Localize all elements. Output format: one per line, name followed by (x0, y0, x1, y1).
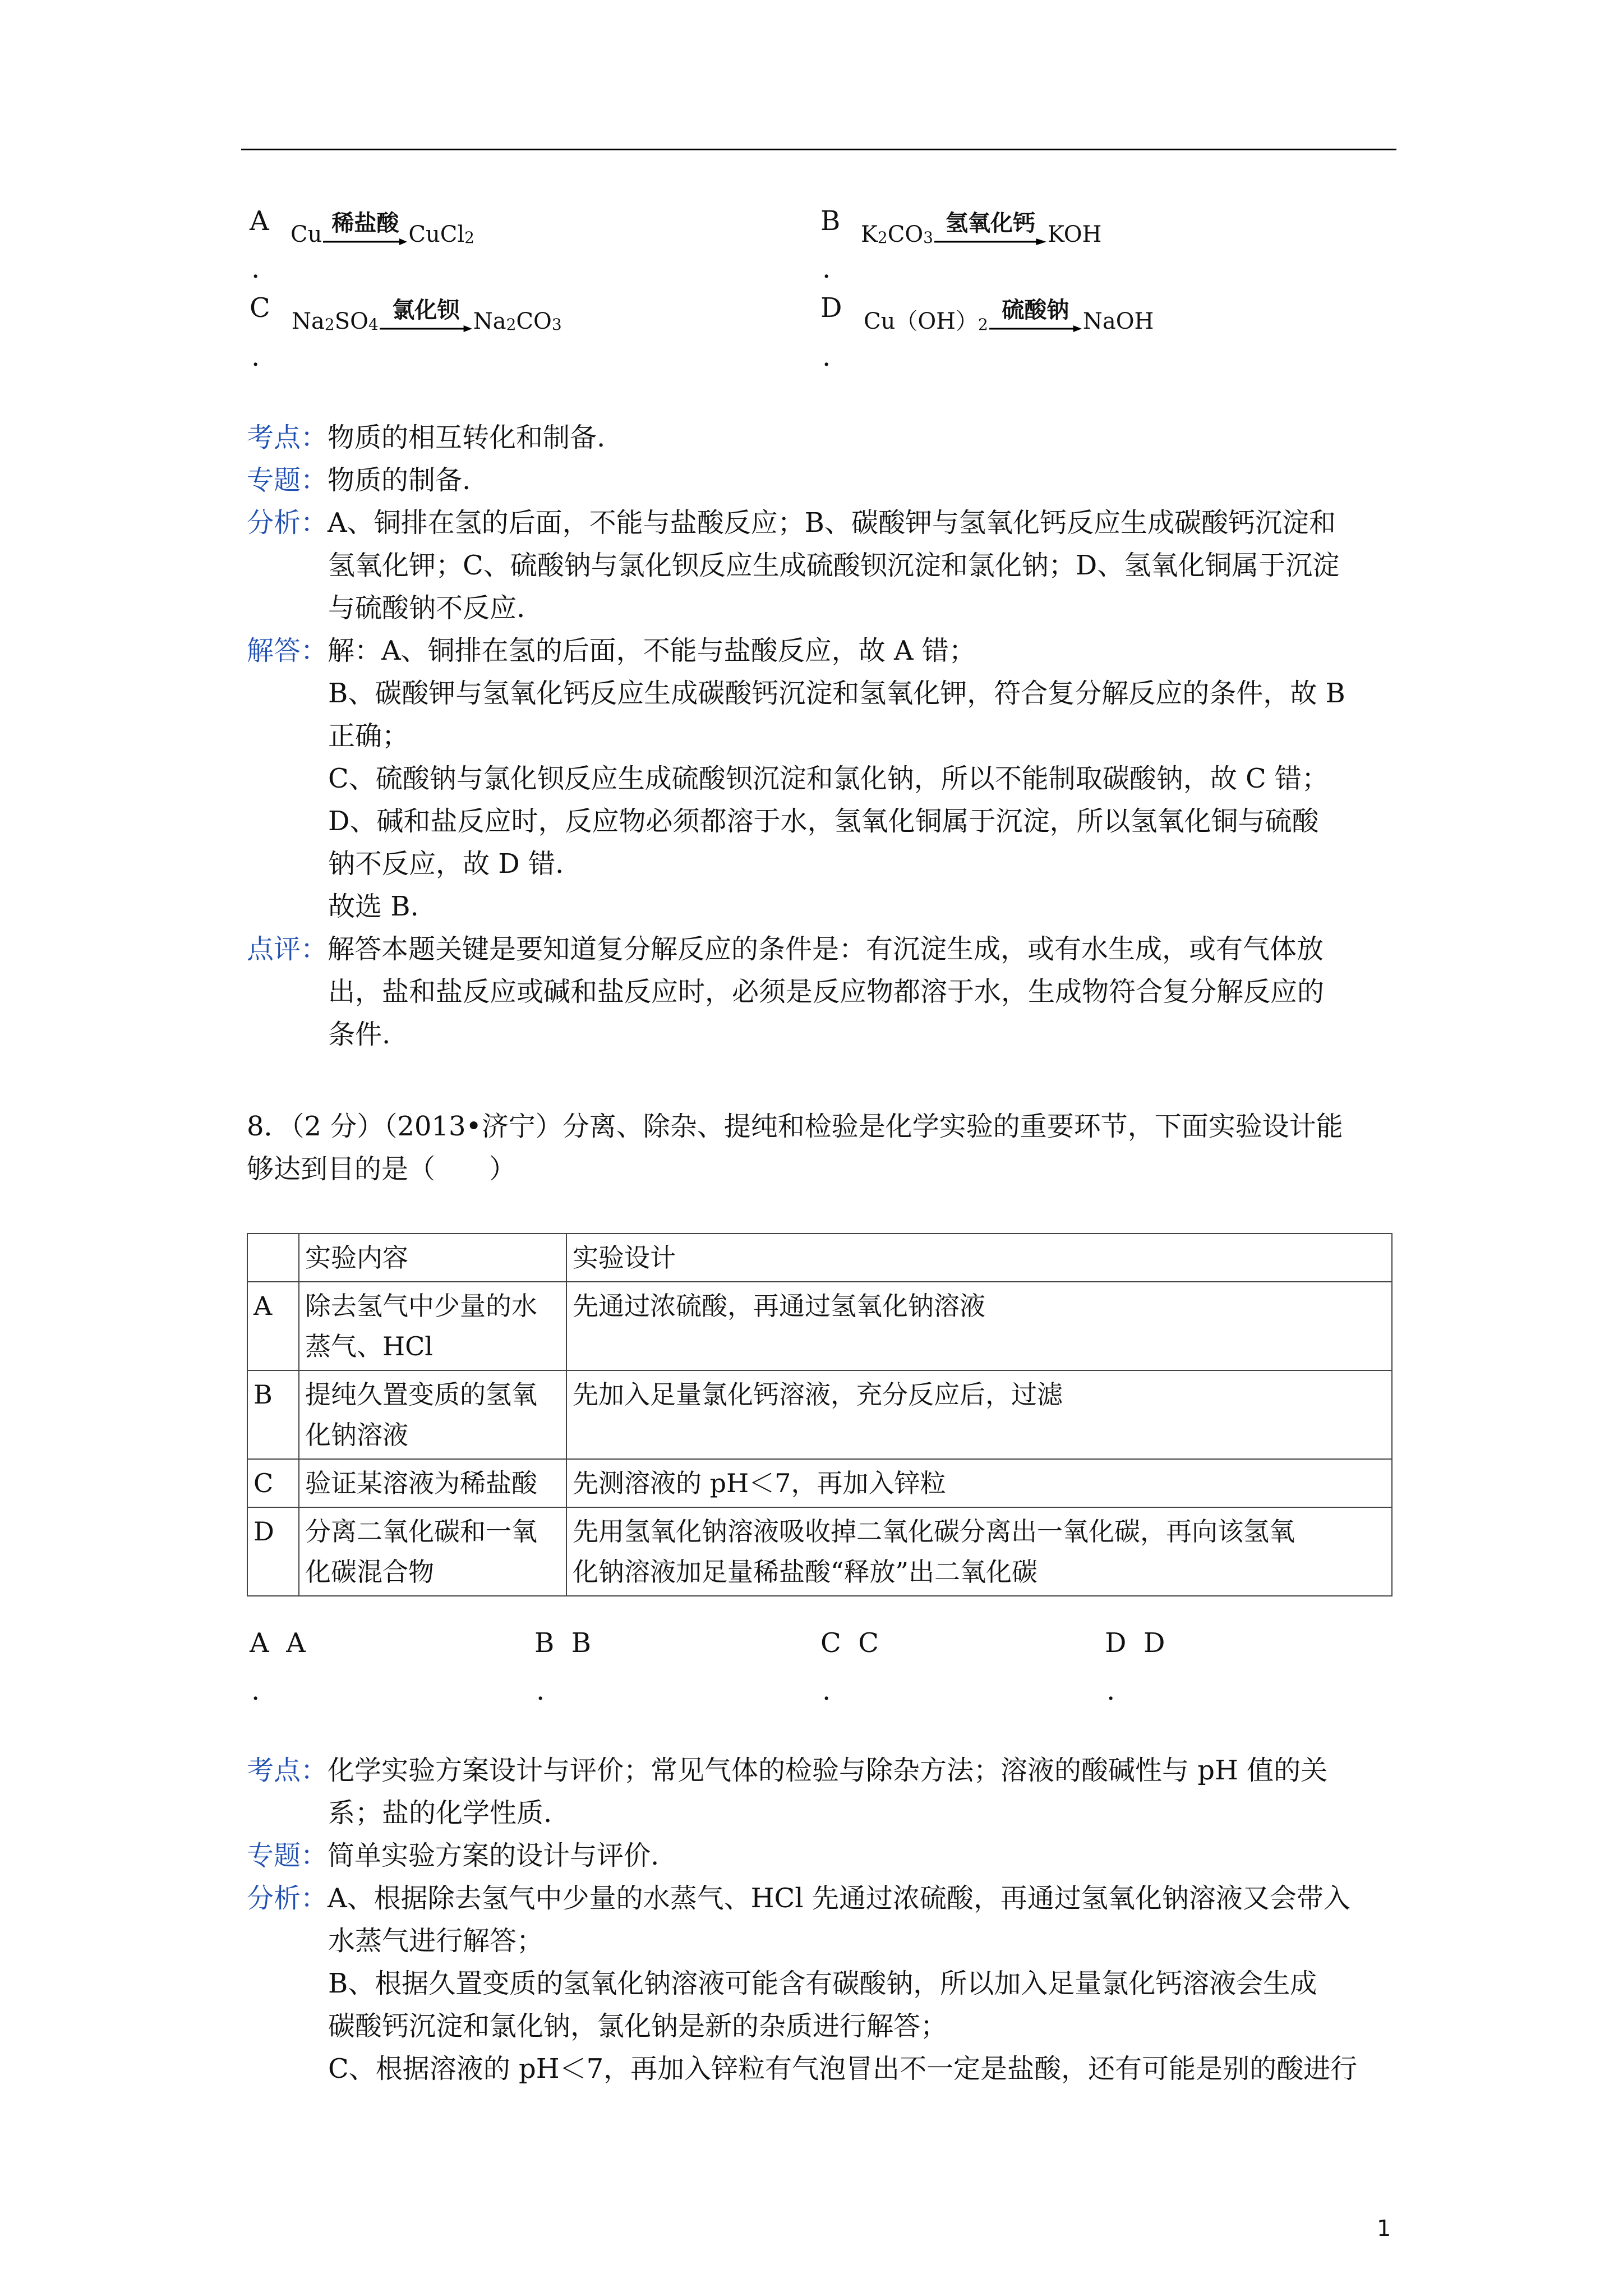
equation-b: K 2 CO 3 氢氧化钙 KOH (861, 210, 1102, 247)
jieda-line: C、硫酸钠与氯化钡反应生成硫酸钡沉淀和氯化钠，所以不能制取碳酸钠，故 C 错； (328, 763, 1329, 794)
jieda-line: 正确； (328, 720, 409, 752)
experiment-table (247, 1233, 1393, 1596)
option-dot: . (1106, 1675, 1115, 1706)
option-dot: . (251, 341, 260, 372)
table-cell: 先通过浓硫酸，再通过氢氧化钠溶液 (566, 1282, 1392, 1370)
equation-a: Cu 稀盐酸 CuCl 2 (291, 210, 474, 247)
table-cell: 先测溶液的 pH＜7，再加入锌粒 (566, 1459, 1392, 1507)
option-label: C (250, 292, 270, 324)
fenxi-line: 分析：A、铜排在氢的后面，不能与盐酸反应；B、碳酸钾与氢氧化钙反应生成碳酸钙沉淀和 (247, 507, 1336, 539)
option-dot: . (822, 341, 831, 372)
table-row (247, 1459, 1392, 1507)
dianping-line: 点评：解答本题关键是要知道复分解反应的条件是：有沉淀生成，或有水生成，或有气体放 (247, 933, 1324, 965)
equation-d: Cu（OH） 2 硫酸钠 NaOH (864, 297, 1154, 334)
option-d: D D (1105, 1627, 1165, 1659)
kaodian-line: 考点：物质的相互转化和制备. (247, 422, 606, 453)
table-cell: B (247, 1370, 299, 1459)
arrow-icon (323, 238, 407, 246)
fenxi-line: C、根据溶液的 pH＜7，再加入锌粒有气泡冒出不一定是盐酸，还有可能是别的酸进行 (328, 2053, 1358, 2085)
q8-analysis (247, 1749, 1357, 2090)
option-dot: . (251, 1675, 260, 1706)
kaodian-line: 考点：化学实验方案设计与评价；常见气体的检验与除杂方法；溶液的酸碱性与 pH 值的关 (247, 1755, 1328, 1786)
question-stem-line: 8．（2 分）（2013•济宁）分离、除杂、提纯和检验是化学实验的重要环节，下面实验设计能 (247, 1111, 1343, 1142)
q8-stem (247, 1105, 1343, 1190)
option-label: D (820, 292, 842, 324)
question-stem-line: 够达到目的是（ ） (247, 1153, 517, 1185)
table-cell: A (247, 1282, 299, 1370)
table-cell: C (247, 1459, 299, 1507)
fenxi-line: 与硫酸钠不反应. (328, 592, 525, 624)
option-dot: . (822, 1675, 831, 1706)
fenxi-line: 氢氧化钾；C、硫酸钠与氯化钡反应生成硫酸钡沉淀和氯化钠；D、氢氧化铜属于沉淀 (328, 550, 1340, 581)
zhuanti-line: 专题：简单实验方案的设计与评价. (247, 1840, 660, 1871)
fenxi-line: 碳酸钙沉淀和氯化钠，氯化钠是新的杂质进行解答； (328, 2010, 948, 2042)
table-cell: 除去氢气中少量的水 蒸气、HCl (299, 1282, 566, 1370)
jieda-line: 钠不反应，故 D 错. (328, 848, 564, 880)
reagent-label: 稀盐酸 (331, 210, 399, 236)
option-label: B (820, 205, 841, 237)
arrow-icon (380, 325, 472, 333)
table-row (247, 1507, 1392, 1596)
dianping-line: 出，盐和盐反应或碱和盐反应时，必须是反应物都溶于水，生成物符合复分解反应的 (328, 976, 1325, 1007)
option-dot: . (822, 253, 831, 284)
reagent-label: 氢氧化钙 (945, 210, 1035, 236)
table-cell: 先加入足量氯化钙溶液，充分反应后，过滤 (566, 1370, 1392, 1459)
jieda-line: B、碳酸钾与氢氧化钙反应生成碳酸钙沉淀和氢氧化钾，符合复分解反应的条件，故 B (328, 678, 1345, 709)
jieda-line: 故选 B. (328, 891, 419, 922)
fenxi-line: 水蒸气进行解答； (328, 1925, 544, 1957)
page-number: 1 (1377, 2216, 1391, 2242)
table-cell: 验证某溶液为稀盐酸 (299, 1459, 566, 1507)
table-header (247, 1234, 299, 1282)
table-cell: 提纯久置变质的氢氧 化钠溶液 (299, 1370, 566, 1459)
table-row (247, 1282, 1392, 1370)
table-header-row (247, 1234, 1392, 1282)
table-cell: 先用氢氧化钠溶液吸收掉二氧化碳分离出一氧化碳，再向该氢氧 化钠溶液加足量稀盐酸“释放”出二氧化碳 (566, 1507, 1392, 1596)
zhuanti-line: 专题：物质的制备. (247, 464, 471, 496)
arrow-icon (934, 238, 1046, 246)
option-label: A (250, 205, 269, 237)
option-a: A A (250, 1627, 306, 1659)
fenxi-line: 分析：A、根据除去氢气中少量的水蒸气、HCl 先通过浓硫酸，再通过氢氧化钠溶液又会带入 (247, 1883, 1350, 1914)
equation-c: Na 2 SO 4 氯化钡 Na 2 CO 3 (292, 297, 562, 334)
jieda-line: 解答：解：A、铜排在氢的后面，不能与盐酸反应，故 A 错； (247, 635, 976, 666)
kaodian-line: 系；盐的化学性质. (328, 1797, 552, 1829)
table-cell: D (247, 1507, 299, 1596)
jieda-line: D、碱和盐反应时，反应物必须都溶于水，氢氧化铜属于沉淀，所以氢氧化铜与硫酸 (328, 806, 1319, 837)
header-rule (241, 149, 1396, 150)
table-row (247, 1370, 1392, 1459)
option-dot: . (251, 253, 260, 284)
option-dot: . (536, 1675, 545, 1706)
arrow-icon (989, 325, 1082, 333)
fenxi-line: B、根据久置变质的氢氧化钠溶液可能含有碳酸钠，所以加入足量氯化钙溶液会生成 (328, 1968, 1317, 1999)
reagent-label: 氯化钡 (392, 297, 460, 323)
table-cell: 分离二氧化碳和一氧 化碳混合物 (299, 1507, 566, 1596)
reagent-label: 硫酸钠 (1002, 297, 1069, 323)
q7-analysis (247, 416, 1345, 1056)
dianping-line: 条件. (328, 1019, 391, 1050)
table-header: 实验内容 (299, 1234, 566, 1282)
option-b: B B (534, 1627, 592, 1659)
option-c: C C (820, 1627, 879, 1659)
table-header: 实验设计 (566, 1234, 1392, 1282)
